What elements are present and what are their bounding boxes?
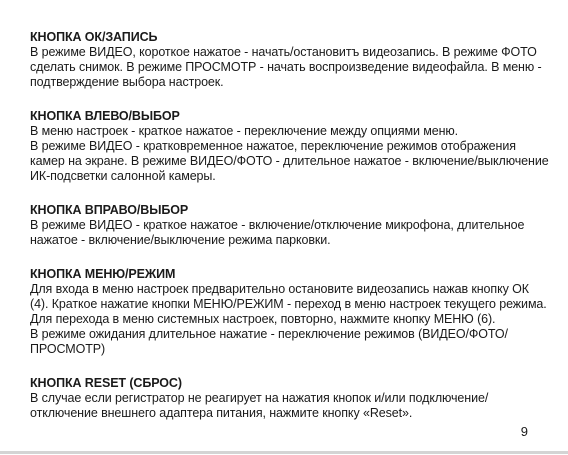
section-heading: КНОПКА ВЛЕВО/ВЫБОР	[30, 109, 180, 123]
section-menu-mode	[30, 266, 550, 357]
section-heading: КНОПКА ВПРАВО/ВЫБОР	[30, 203, 189, 217]
section-paragraph: В режиме ВИДЕО - краткое нажатое - включение/отключение микрофона, длительное нажатое - включение/выключение режима парковки.	[30, 218, 525, 247]
section-paragraph: В режиме ожидания длительное нажатие - переключение режимов (ВИДЕО/ФОТО/ПРОСМОТР)	[30, 327, 508, 356]
page-number: 9	[520, 424, 528, 439]
section-ok-record	[30, 29, 550, 90]
section-paragraph: Для входа в меню настроек предварительно остановите видеозапись нажав кнопку ОК (4). Краткое нажатие кнопки МЕНЮ/РЕЖИМ - переход в меню настроек текущего режима. Для перехода в меню системных настроек, повторно, нажмите кнопку МЕНЮ (6).	[30, 282, 547, 326]
section-paragraph: В меню настроек - краткое нажатое - переключение между опциями меню.	[30, 124, 459, 138]
bottom-divider	[0, 451, 568, 454]
section-heading: КНОПКА RESET (СБРОС)	[30, 376, 182, 390]
section-paragraph: В режиме ВИДЕО, короткое нажатое - начать/остановитъ видеозапись. В режиме ФОТО сделать снимок. В режиме ПРОСМОТР - начать воспроизведение видеофайла. В меню - подтверждение выбора настроек.	[30, 45, 542, 89]
section-right-select	[30, 202, 550, 248]
section-left-select	[30, 108, 550, 184]
section-paragraph: В случае если регистратор не реагирует на нажатия кнопок и/или подключение/отключение внешнего адаптера питания, нажмите кнопку «Reset».	[30, 391, 489, 420]
section-heading: КНОПКА ОК/ЗАПИСЬ	[30, 30, 158, 44]
section-heading: КНОПКА МЕНЮ/РЕЖИМ	[30, 267, 176, 281]
section-reset	[30, 375, 550, 421]
section-paragraph: В режиме ВИДЕО - кратковременное нажатое, переключение режимов отображения камер на экране. В режиме ВИДЕО/ФОТО - длительное нажатое - включение/выключение ИК-подсветки салонной камеры.	[30, 139, 549, 183]
page-content	[30, 29, 550, 439]
